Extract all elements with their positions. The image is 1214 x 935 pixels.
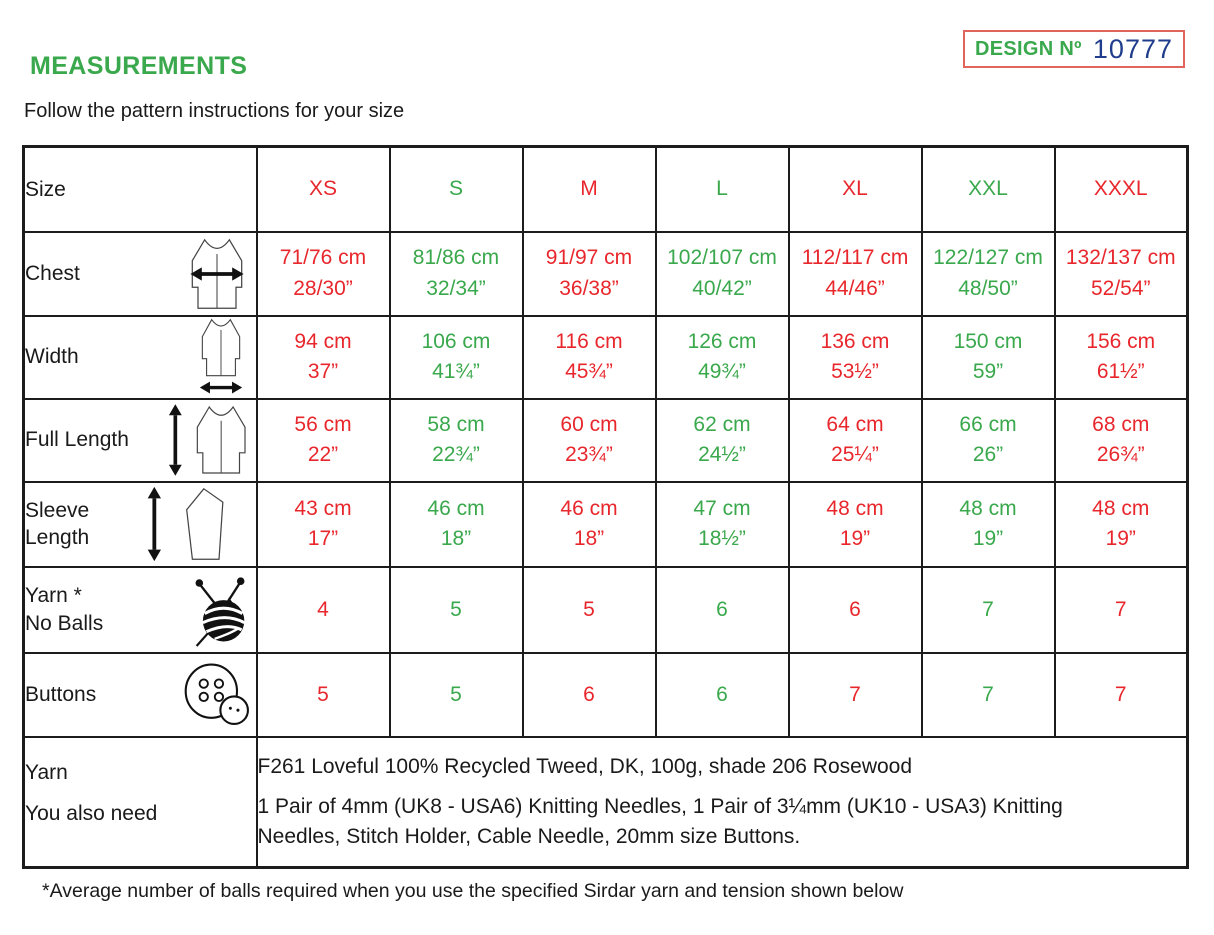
chest-xl: 112/117 cm 44/46”: [789, 232, 922, 316]
chest-xxxl: 132/137 cm 52/54”: [1055, 232, 1188, 316]
sleeve-length-label: Sleeve Length: [25, 498, 90, 549]
jacket-chest-arrow-icon: [178, 236, 256, 312]
also-need-label: You also need: [25, 801, 158, 825]
size-cell-xxxl: XXXL: [1055, 147, 1188, 232]
chest-s: 81/86 cm 32/34”: [390, 232, 523, 316]
width-label-cell: [24, 316, 257, 399]
size-label-cell: [24, 147, 257, 232]
page-title: MEASUREMENTS: [30, 52, 248, 80]
width-label: Width: [25, 345, 79, 369]
footnote: *Average number of balls required when you use the specified Sirdar yarn and tension shown below: [42, 880, 904, 902]
yarn-balls-s: 5: [390, 567, 523, 653]
buttons-icon: [180, 662, 256, 728]
full-length-xs: 56 cm 22”: [257, 399, 390, 482]
yarn-info-text-cell: [257, 737, 1188, 868]
buttons-label: Buttons: [25, 682, 97, 706]
buttons-m: 6: [523, 653, 656, 737]
full-length-m: 60 cm 23¾”: [523, 399, 656, 482]
jacket-width-arrow-icon: [186, 318, 256, 396]
full-length-l: 62 cm 24½”: [656, 399, 789, 482]
size-cell-m: M: [523, 147, 656, 232]
width-xl: 136 cm 53½”: [789, 316, 922, 399]
yarn-balls-xs: 4: [257, 567, 390, 653]
chest-label: Chest: [25, 261, 80, 285]
yarn-balls-xxxl: 7: [1055, 567, 1188, 653]
design-number-box: [963, 30, 1185, 68]
chest-xxl: 122/127 cm 48/50”: [922, 232, 1055, 316]
sleeve-xxl: 48 cm 19”: [922, 482, 1055, 567]
size-header-row: [24, 147, 1188, 232]
sleeve-length-label-cell: [24, 482, 257, 567]
width-xs: 94 cm 37”: [257, 316, 390, 399]
width-m: 116 cm 45¾”: [523, 316, 656, 399]
buttons-xs: 5: [257, 653, 390, 737]
yarn-value: F261 Loveful 100% Recycled Tweed, DK, 100g, shade 206 Rosewood: [257, 754, 913, 778]
yarn-balls-m: 5: [523, 567, 656, 653]
sleeve-s: 46 cm 18”: [390, 482, 523, 567]
size-cell-s: S: [390, 147, 523, 232]
yarn-balls-l: 6: [656, 567, 789, 653]
full-length-xl: 64 cm 25¼”: [789, 399, 922, 482]
full-length-label-cell: [24, 399, 257, 482]
size-cell-l: L: [656, 147, 789, 232]
buttons-label-cell: [24, 653, 257, 737]
size-cell-xl: XL: [789, 147, 922, 232]
buttons-xxl: 7: [922, 653, 1055, 737]
yarn-balls-xl: 6: [789, 567, 922, 653]
buttons-row: [24, 653, 1188, 737]
full-length-s: 58 cm 22¾”: [390, 399, 523, 482]
chest-xs: 71/76 cm 28/30”: [257, 232, 390, 316]
design-number: 10777: [1092, 33, 1173, 64]
full-length-xxl: 66 cm 26”: [922, 399, 1055, 482]
full-length-label: Full Length: [25, 428, 129, 452]
sleeve-l: 47 cm 18½”: [656, 482, 789, 567]
jacket-length-arrow-icon: [168, 402, 256, 478]
chest-m: 91/97 cm 36/38”: [523, 232, 656, 316]
buttons-xl: 7: [789, 653, 922, 737]
sleeve-xl: 48 cm 19”: [789, 482, 922, 567]
sleeve-length-arrow-icon: [144, 485, 256, 563]
yarn-label: Yarn: [25, 760, 68, 784]
chest-label-cell: [24, 232, 257, 316]
yarn-balls-label: Yarn * No Balls: [25, 584, 104, 635]
yarn-balls-row: [24, 567, 1188, 653]
yarn-info-label-cell: [24, 737, 257, 868]
width-xxxl: 156 cm 61½”: [1055, 316, 1188, 399]
yarn-ball-needles-icon: [184, 572, 256, 648]
width-l: 126 cm 49¾”: [656, 316, 789, 399]
yarn-info-row: [24, 737, 1188, 868]
width-s: 106 cm 41¾”: [390, 316, 523, 399]
sleeve-xxxl: 48 cm 19”: [1055, 482, 1188, 567]
pattern-subtitle: Follow the pattern instructions for your size: [24, 100, 405, 122]
full-length-xxxl: 68 cm 26¾”: [1055, 399, 1188, 482]
sleeve-m: 46 cm 18”: [523, 482, 656, 567]
size-cell-xxl: XXL: [922, 147, 1055, 232]
buttons-l: 6: [656, 653, 789, 737]
chest-row: [24, 232, 1188, 316]
sleeve-xs: 43 cm 17”: [257, 482, 390, 567]
size-cell-xs: XS: [257, 147, 390, 232]
also-need-value: 1 Pair of 4mm (UK8 - USA6) Knitting Needles, 1 Pair of 3¼mm (UK10 - USA3) Knitting Needles, Stitch Holder, Cable Needle, 20mm size Buttons.: [257, 795, 1063, 849]
yarn-balls-label-cell: [24, 567, 257, 653]
size-label: Size: [25, 177, 66, 201]
sleeve-length-row: [24, 482, 1188, 567]
buttons-s: 5: [390, 653, 523, 737]
buttons-xxxl: 7: [1055, 653, 1188, 737]
yarn-balls-xxl: 7: [922, 567, 1055, 653]
measurements-table: [22, 145, 1189, 869]
chest-l: 102/107 cm 40/42”: [656, 232, 789, 316]
width-row: [24, 316, 1188, 399]
width-xxl: 150 cm 59”: [922, 316, 1055, 399]
design-label: DESIGN Nº: [975, 37, 1082, 60]
full-length-row: [24, 399, 1188, 482]
